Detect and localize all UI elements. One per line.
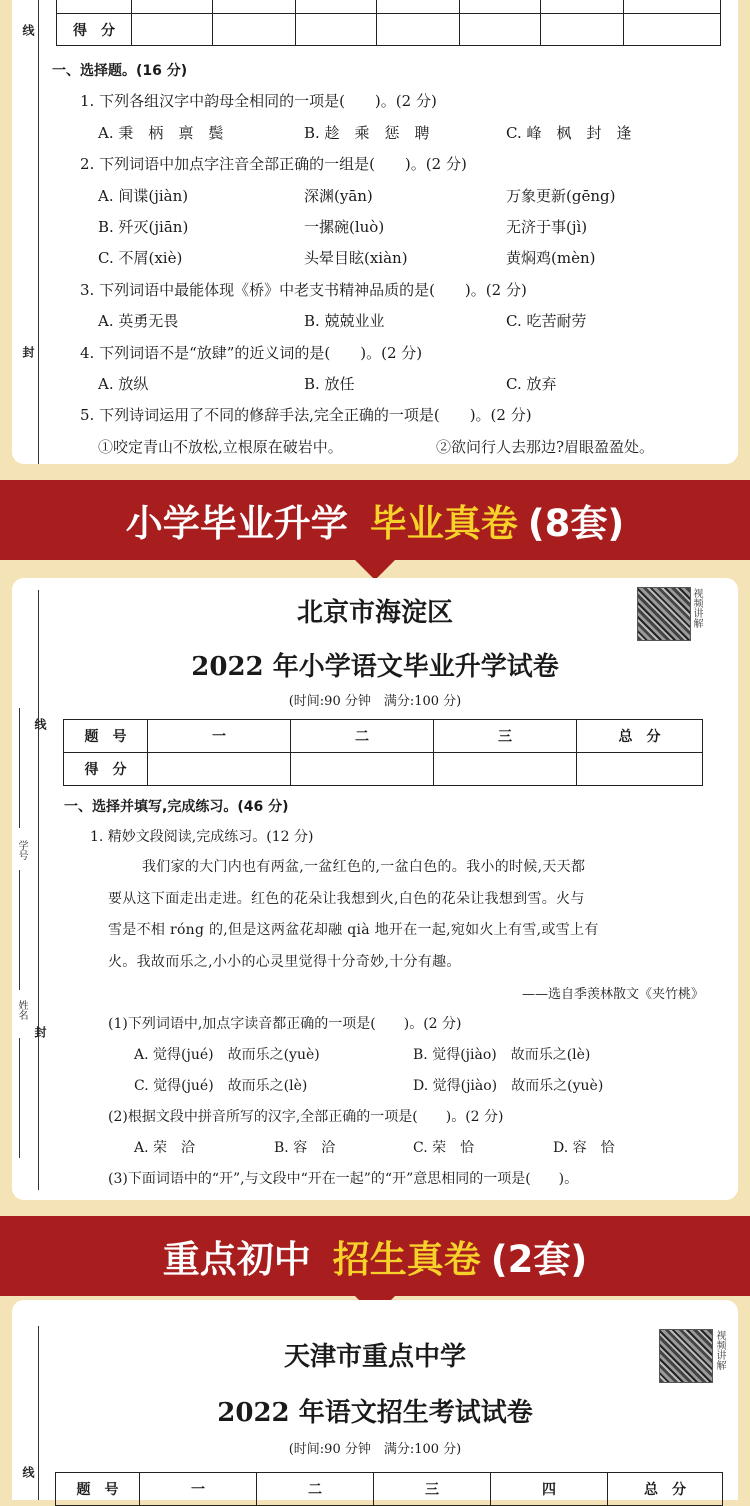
score-row-label: 得 分	[57, 14, 132, 46]
option[interactable]: A. 秉 柄 禀 鬓	[98, 124, 224, 142]
option[interactable]: 深渊(yān)	[304, 187, 373, 205]
option[interactable]: ②欲问行人去那边?眉眼盈盈处。	[436, 438, 655, 456]
table-header-cell: 一	[140, 1473, 257, 1506]
binding-line	[38, 0, 39, 464]
score-row-label: 得 分	[64, 753, 148, 786]
score-cell[interactable]	[377, 14, 460, 46]
option[interactable]: ①咬定青山不放松,立根原在破岩中。	[98, 438, 343, 456]
option[interactable]: B. 容 洽	[274, 1140, 336, 1156]
banner-main-text: 重点初中	[162, 1238, 311, 1281]
table-header-cell: 总 分	[577, 720, 703, 753]
table-header-cell: 三	[374, 1473, 491, 1506]
gutter-label-student-id: 学号	[16, 840, 27, 860]
question-stem: 2. 下列词语中加点字注音全部正确的一组是( )。(2 分)	[80, 155, 467, 173]
option[interactable]: C. 放弃	[506, 375, 557, 393]
question-stem: 1. 下列各组汉字中韵母全相同的一项是( )。(2 分)	[80, 92, 437, 110]
option[interactable]: A. 英勇无畏	[98, 312, 179, 330]
option[interactable]: B. 歼灭(jiān)	[98, 218, 189, 236]
score-cell[interactable]	[148, 753, 291, 786]
exam-title: 2022 年语文招生考试试卷	[217, 1398, 533, 1428]
exam-region-title: 天津市重点中学	[283, 1342, 466, 1372]
table-header-label: 题 号	[56, 1473, 140, 1506]
gutter-label-xian: 线	[33, 718, 47, 730]
exam-region-title: 北京市海淀区	[296, 598, 453, 628]
option[interactable]: B. 趁 乘 惩 聘	[304, 124, 430, 142]
table-header-cell: 三	[434, 720, 577, 753]
option[interactable]: B. 放任	[304, 375, 355, 393]
section-heading: 一、选择并填写,完成练习。(46 分)	[64, 799, 289, 815]
exam-paper-1	[12, 0, 738, 464]
option[interactable]: A. 间谍(jiàn)	[98, 187, 189, 205]
score-cell[interactable]	[460, 14, 541, 46]
qr-code-icon[interactable]	[637, 587, 691, 641]
sub-question-stem: (2)根据文段中拼音所写的汉字,全部正确的一项是( )。(2 分)	[108, 1109, 504, 1125]
table-header-label: 题 号	[64, 720, 148, 753]
option[interactable]: 无济于事(jì)	[506, 218, 588, 236]
passage-line: 要从这下面走出走进。红色的花朵让我想到火,白色的花朵让我想到雪。火与	[108, 890, 585, 907]
score-table	[63, 719, 703, 786]
score-table	[55, 1472, 723, 1506]
banner-highlight-text: 招生真卷	[332, 1238, 481, 1281]
passage-line: 我们家的大门内也有两盆,一盆红色的,一盆白色的。我小的时候,天天都	[142, 859, 586, 875]
option[interactable]: C. 荣 恰	[413, 1140, 475, 1156]
table-header-cell: 一	[148, 720, 291, 753]
option[interactable]: 万象更新(gēng)	[506, 187, 616, 205]
option[interactable]: 头晕目眩(xiàn)	[304, 249, 408, 267]
table-header-cell: 四	[491, 1473, 608, 1506]
gutter-label-feng: 封	[21, 346, 35, 358]
option[interactable]: C. 峰 枫 封 逢	[506, 124, 632, 142]
option[interactable]: A. 放纵	[98, 375, 149, 393]
fill-line	[19, 708, 20, 828]
score-cell[interactable]	[624, 14, 721, 46]
option[interactable]: C. 不屑(xiè)	[98, 249, 183, 267]
option[interactable]: C. 吃苦耐劳	[506, 312, 587, 330]
qr-label: 视频讲解	[691, 588, 702, 628]
option[interactable]: 黄焖鸡(mèn)	[506, 249, 596, 267]
banner-main-text: 小学毕业升学	[125, 502, 348, 545]
exam-meta: (时间:90 分钟 满分:100 分)	[288, 694, 462, 709]
qr-code-icon[interactable]	[659, 1329, 713, 1383]
question-stem: 5. 下列诗词运用了不同的修辞手法,完全正确的一项是( )。(2 分)	[80, 406, 532, 424]
section-heading: 一、选择题。(16 分)	[52, 63, 188, 79]
question-stem: 1. 精妙文段阅读,完成练习。(12 分)	[90, 829, 314, 845]
table-header-cell: 总 分	[608, 1473, 723, 1506]
exam-title: 2022 年小学语文毕业升学试卷	[191, 652, 559, 682]
score-cell[interactable]	[296, 14, 377, 46]
score-cell[interactable]	[213, 14, 296, 46]
table-header-cell: 二	[257, 1473, 374, 1506]
qr-label: 视频讲解	[714, 1330, 725, 1370]
fill-line	[19, 1038, 20, 1158]
gutter-label-xian: 线	[21, 1466, 35, 1478]
passage-line: 雪是不相 róng 的,但是这两盆花却融 qià 地开在一起,宛如火上有雪,或雪上有	[108, 922, 599, 938]
gutter-label-feng: 封	[33, 1026, 47, 1038]
banner-count: (8套)	[527, 502, 625, 545]
option[interactable]: B. 觉得(jiào) 故而乐之(lè)	[413, 1047, 591, 1063]
option[interactable]: D. 容 恰	[553, 1140, 615, 1156]
passage-line: 火。我故而乐之,小小的心灵里觉得十分奇妙,十分有趣。	[108, 953, 461, 970]
sub-question-stem: (1)下列词语中,加点字读音都正确的一项是( )。(2 分)	[108, 1016, 462, 1032]
option[interactable]: B. 兢兢业业	[304, 312, 385, 330]
sub-question-stem: (3)下面词语中的“开”,与文段中“开在一起”的“开”意思相同的一项是( )。	[108, 1171, 579, 1187]
section-banner-admission	[0, 1216, 750, 1296]
gutter-label-name: 姓名	[16, 1000, 27, 1020]
option[interactable]: C. 觉得(jué) 故而乐之(lè)	[134, 1078, 308, 1094]
section-banner-graduation	[0, 480, 750, 560]
option[interactable]: D. 觉得(jiào) 故而乐之(yuè)	[413, 1078, 604, 1094]
score-cell[interactable]	[434, 753, 577, 786]
gutter-label-xian: 线	[21, 24, 35, 36]
question-stem: 4. 下列词语不是“放肆”的近义词的是( )。(2 分)	[80, 344, 423, 362]
banner-count: (2套)	[490, 1238, 588, 1281]
banner-highlight-text: 毕业真卷	[369, 502, 518, 545]
option[interactable]: 一摞碗(luò)	[304, 218, 385, 236]
passage-source: ——选自季羡林散文《夹竹桃》	[521, 987, 704, 1002]
table-header-cell: 二	[291, 720, 434, 753]
score-cell[interactable]	[577, 753, 703, 786]
option[interactable]: A. 觉得(jué) 故而乐之(yuè)	[134, 1047, 320, 1063]
question-stem: 3. 下列词语中最能体现《桥》中老支书精神品质的是( )。(2 分)	[80, 281, 527, 299]
fill-line	[19, 870, 20, 990]
score-cell[interactable]	[291, 753, 434, 786]
exam-meta: (时间:90 分钟 满分:100 分)	[288, 1442, 462, 1457]
score-table	[56, 0, 721, 46]
banner-arrow	[355, 560, 395, 580]
score-cell[interactable]	[132, 14, 213, 46]
reading-passage	[108, 852, 704, 978]
option[interactable]: A. 荣 洽	[134, 1140, 196, 1156]
score-cell[interactable]	[541, 14, 624, 46]
